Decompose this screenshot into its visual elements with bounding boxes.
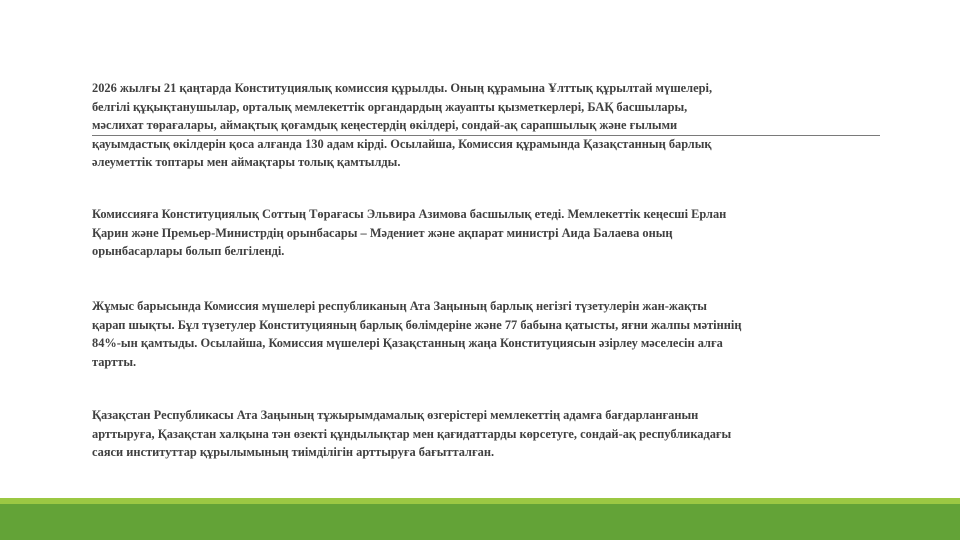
text-line: 84%-ын қамтыды. Осылайша, Комиссия мүшелері Қазақстанның жаңа Конституциясын әзірлеу мәселесін алға <box>92 336 723 351</box>
paragraph-commission-leadership <box>92 205 726 261</box>
paragraph-amendments-review <box>92 297 741 371</box>
text-line: қауымдастық өкілдерін қоса алғанда 130 адам кірді. Осылайша, Комиссия құрамында Қазақстанның барлық <box>92 136 712 151</box>
text-line: мәслихат төрағалары, аймақтық қоғамдық кеңестердің өкілдері, сондай-ақ сарапшылық және ғылыми <box>92 118 678 133</box>
text-line: орынбасарлары болып белгіленді. <box>92 244 285 259</box>
text-line: саяси институттар құрылымының тиімділігін арттыруға бағытталған. <box>92 445 495 460</box>
text-line: қарап шықты. Бұл түзетулер Конституцияның барлық бөлімдеріне және 77 бабына қатысты, яғни жалпы мәтіннің <box>92 317 742 332</box>
text-line: Қазақстан Республикасы Ата Заңының тұжырымдамалық өзгерістері мемлекеттің адамға бағдарланғанын <box>92 408 699 422</box>
footer-bar <box>0 504 960 540</box>
text-line: белгілі құқықтанушылар, орталық мемлекеттік органдардың жауапты қызметкерлері, БАҚ басшылары, <box>92 99 688 114</box>
text-line: Комиссияға Конституциялық Соттың Төрағасы Эльвира Азимова басшылық етеді. Мемлекеттік кеңесші Ерлан <box>92 207 727 221</box>
horizontal-divider-line <box>92 135 880 136</box>
text-line: Қарин және Премьер-Министрдің орынбасары – Мәдениет және ақпарат министрі Аида Балаева оның <box>92 225 673 240</box>
text-line: арттыруға, Қазақстан халқына тән өзекті құндылықтар мен қағидаттарды көрсетуге, сондай-ақ республикадағы <box>92 426 732 441</box>
paragraph-commission-formation <box>92 79 712 172</box>
paragraph-conceptual-changes <box>92 406 731 462</box>
text-line: 2026 жылғы 21 қаңтарда Конституциялық комиссия құрылды. Оның құрамына Ұлттық құрылтай мүшелері, <box>92 81 713 95</box>
text-line: Жұмыс барысында Комиссия мүшелері республиканың Ата Заңының барлық негізгі түзетулерін жан-жақты <box>92 299 707 313</box>
text-line: тартты. <box>92 354 137 369</box>
text-line: әлеуметтік топтары мен аймақтары толық қамтылды. <box>92 155 401 170</box>
